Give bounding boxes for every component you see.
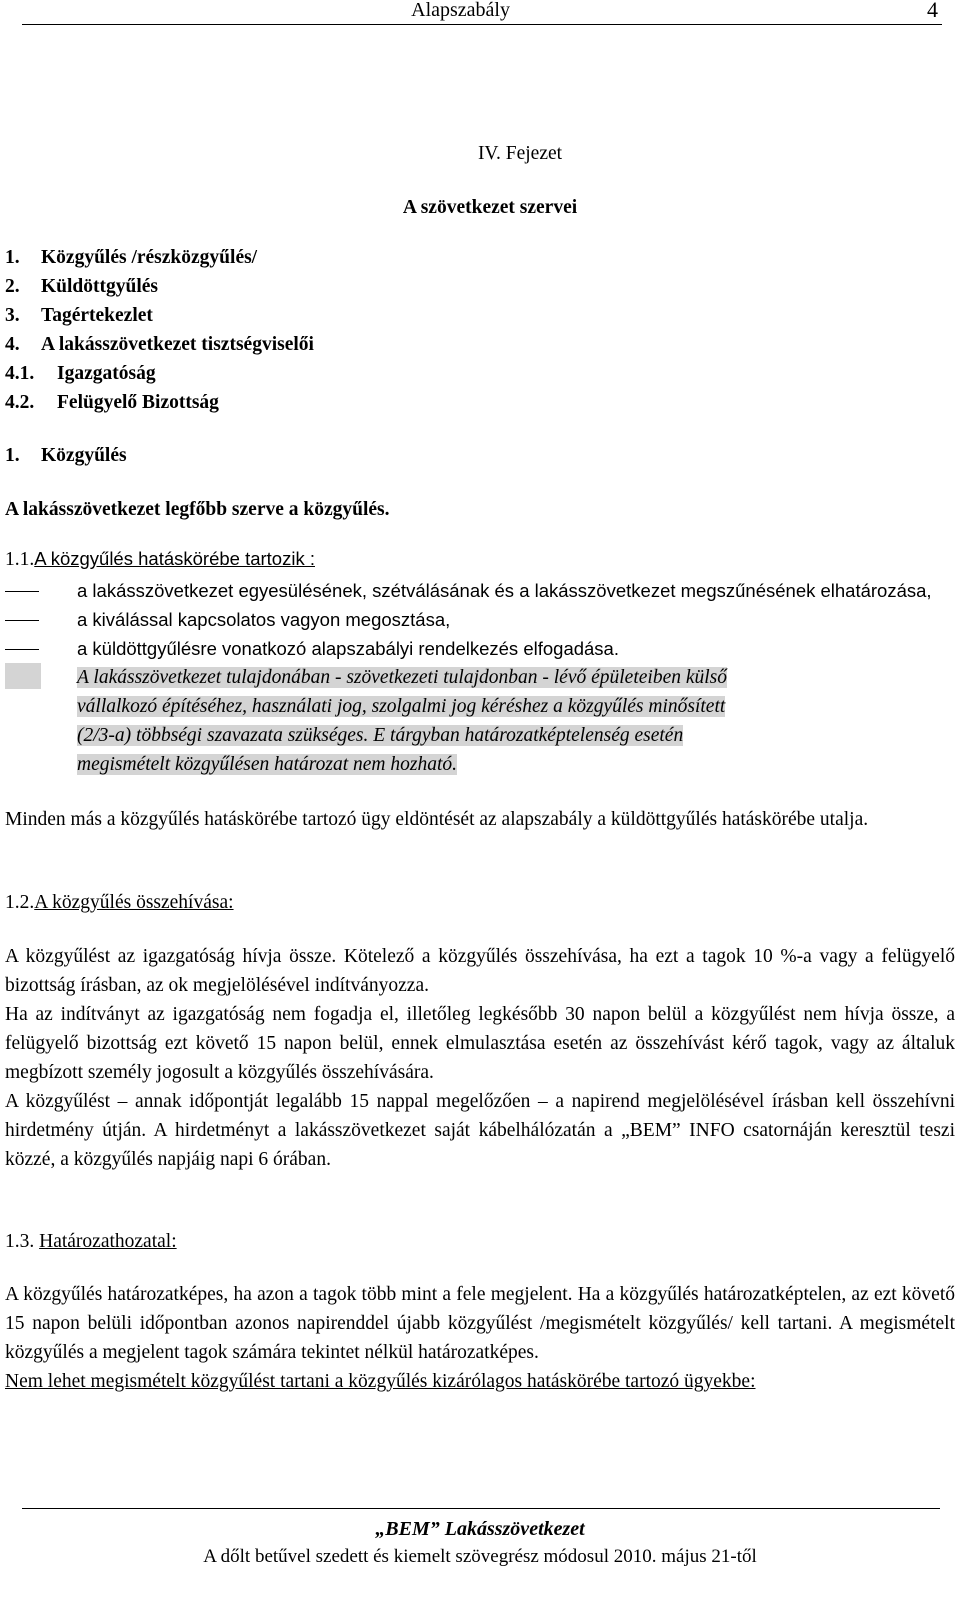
table-of-contents [5, 243, 955, 417]
list-item: a küldöttgyűlésre vonatkozó alapszabályi rendelkezés elfogadása. [77, 638, 619, 659]
subsection-1-3-heading: 1.3. Határozathozatal: [5, 1231, 177, 1252]
underlined-paragraph: Nem lehet megismételt közgyűlést tartani a közgyűlés kizárólagos hatáskörébe tartozó ügyekbe: [5, 1371, 756, 1392]
section-heading: 1. Közgyűlés [5, 445, 127, 466]
list-item: a lakásszövetkezet egyesülésének, szétválásának és a lakásszövetkezet megszűnésének elhatározása, [77, 580, 932, 601]
footer-organization: „BEM” Lakásszövetkezet [375, 1518, 585, 1540]
toc-item: 3. Tagértekezlet [5, 305, 153, 326]
chapter-subtitle: A szövetkezet szervei [402, 197, 578, 218]
subsection-1-3-body [5, 1280, 955, 1396]
footer-divider [22, 1508, 940, 1509]
toc-item: 4.2. Felügyelő Bizottság [5, 392, 219, 413]
paragraph: A közgyűlés határozatképes, ha azon a tagok több mint a fele megjelent. Ha a közgyűlés határozatképtelen, az ezt követő 15 napon belüli időpontban azonos napirenddel újabb közgyűlést /megismételt közgyűlés/ kell tartani. A megismételt közgyűlés a megjelent tagok számára tekintet nélkül határozatképes. [5, 1284, 955, 1363]
subsection-1-1-heading: 1.1.A közgyűlés hatáskörébe tartozik : [5, 548, 315, 570]
toc-item: 4. A lakásszövetkezet tisztségviselői [5, 334, 314, 355]
toc-item: 4.1. Igazgatóság [5, 363, 156, 384]
toc-item: 1. Közgyűlés /részközgyűlés/ [5, 247, 258, 268]
section-lead: A lakásszövetkezet legfőbb szerve a közgyűlés. [5, 499, 390, 520]
paragraph: Minden más a közgyűlés hatáskörébe tartozó ügy eldöntését az alapszabály a küldöttgyűlés hatáskörébe utalja. [5, 809, 869, 830]
subsection-1-2-heading: 1.2.A közgyűlés összehívása: [5, 892, 234, 913]
paragraph: A közgyűlést az igazgatóság hívja össze. Kötelező a közgyűlés összehívása, ha ezt a tagok 10 %-a vagy a felügyelő bizottság írásban, az ok megjelölésével indítványozza. [5, 946, 955, 996]
page-number: 4 [927, 0, 938, 22]
subsection-1-2-body [5, 942, 955, 1174]
paragraph: Ha az indítványt az igazgatóság nem fogadja el, illetőleg legkésőbb 30 napon belül a közgyűlést nem hívja össze, a felügyelő bizottság ezt követő 15 napon belül, ennek elmulasztása esetén az összehívást kérő tagok, vagy az általuk megbízott személy jogosult a közgyűlés összehívására. [5, 1004, 955, 1083]
page-header [22, 0, 942, 25]
chapter-title: IV. Fejezet [477, 143, 563, 164]
header-title: Alapszabály [411, 0, 510, 21]
paragraph: A közgyűlést – annak időpontját legalább 15 nappal megelőzően – a napirend megjelölésével írásban kell összehívni hirdetmény útján. A hirdetményt a lakásszövetkezet saját kábelhálózatán a „BEM” INFO csatornáján keresztül teszi közzé, a közgyűlés napjáig napi 6 órában. [5, 1091, 955, 1170]
amended-list-item: A lakásszövetkezet tulajdonában - szövetkezeti tulajdonban - lévő épületeiben külső vállalkozó építéséhez, használati jog, szolgalmi jog kéréshez a közgyűlés minősített (2/3-a) többségi szavazata szükséges. E tárgyban határozatképtelenség esetén megismételt közgyűlésen határozat nem hozható. [5, 663, 940, 779]
list-item: a kiválással kapcsolatos vagyon megosztása, [77, 609, 451, 630]
footer-note: A dőlt betűvel szedett és kiemelt szövegrész módosul 2010. május 21-től [203, 1546, 757, 1567]
toc-item: 2. Küldöttgyűlés [5, 276, 159, 297]
dash-list [5, 576, 940, 779]
